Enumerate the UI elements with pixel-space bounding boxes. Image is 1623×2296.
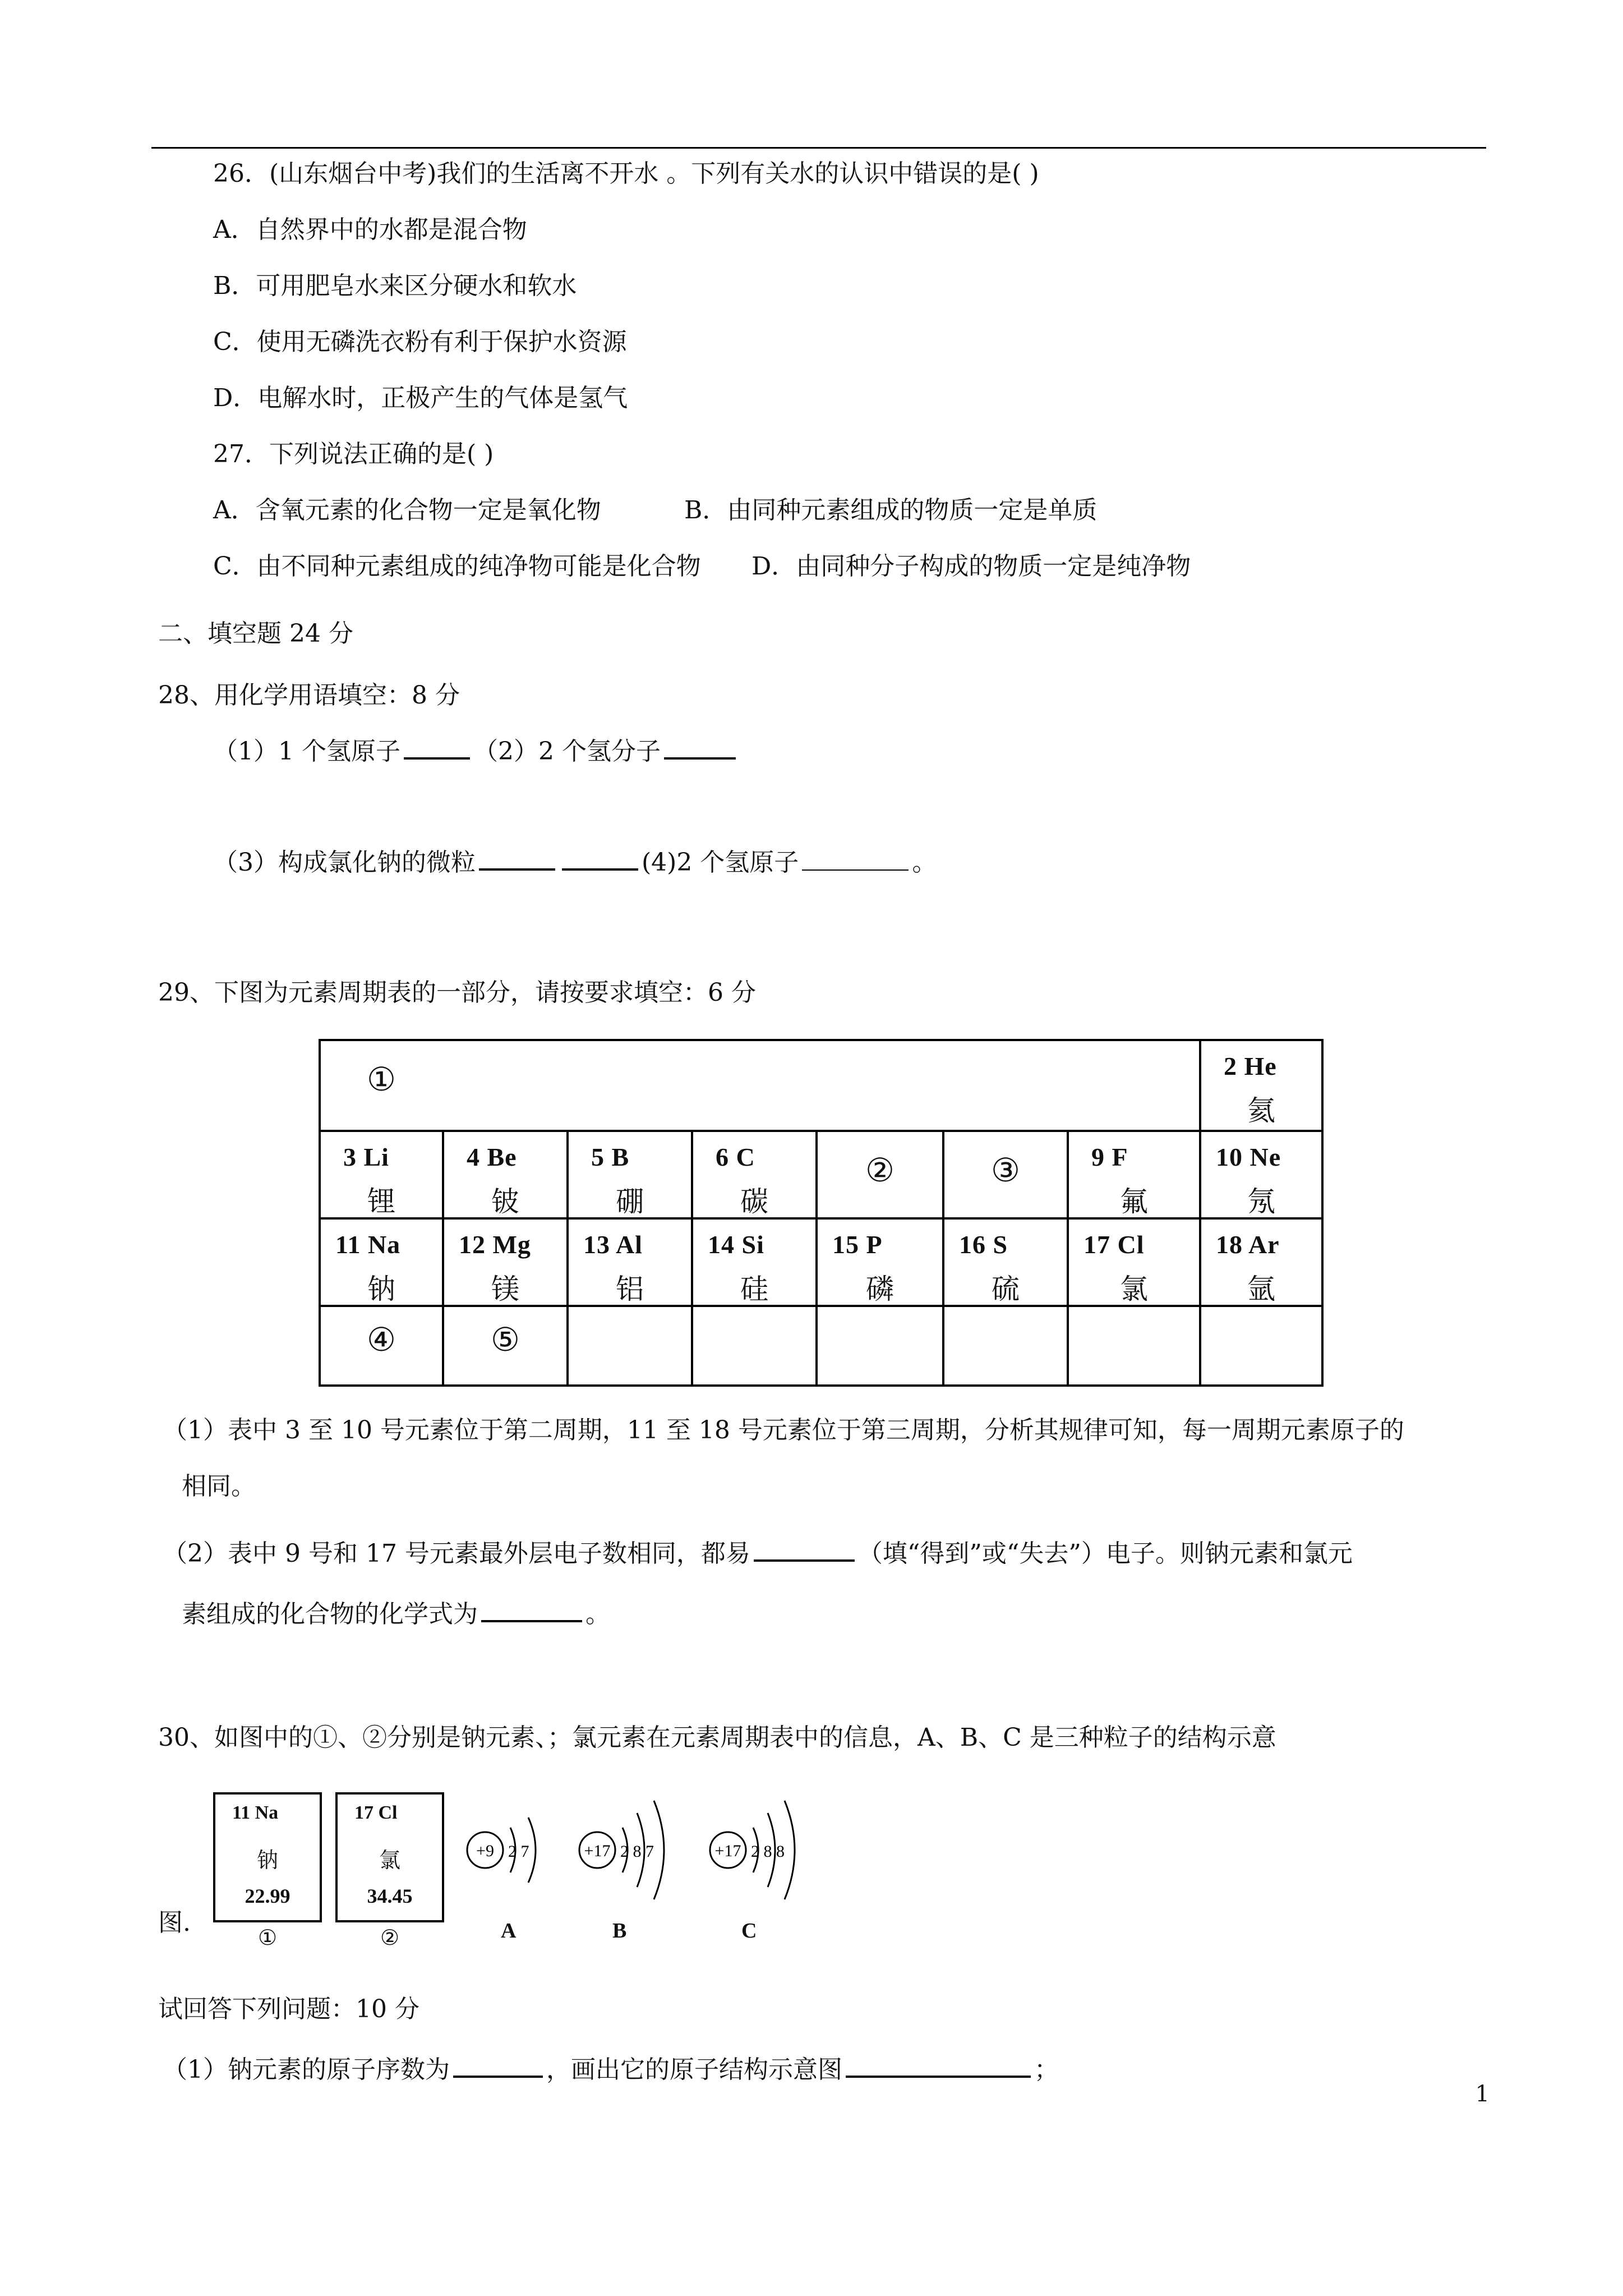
table-cell-be <box>442 1130 569 1220</box>
q30-sub1-text: ，画出它的原子结构示意图 <box>546 2055 842 2084</box>
q29-sub2-line2 <box>182 1598 610 1631</box>
table-top-border <box>442 1039 1201 1132</box>
element-name: 氦 <box>1247 1095 1275 1126</box>
table-cell-al <box>566 1217 693 1307</box>
q26-stem: 26．(山东烟台中考)我们的生活离不开水 。下列有关水的认识中错误的是( ) <box>213 159 1039 188</box>
table-cell-empty <box>942 1305 1069 1387</box>
table-cell-mg <box>442 1217 569 1307</box>
circle-marker: ⑤ <box>491 1322 520 1358</box>
circle-marker: ③ <box>991 1152 1020 1189</box>
q28-part1: （1）1 个氢原子 <box>213 737 400 766</box>
table-cell-he <box>1199 1039 1324 1132</box>
answer-blank[interactable] <box>479 846 555 871</box>
element-name: 氯 <box>1120 1273 1148 1305</box>
chlorine-info-box <box>335 1792 444 1922</box>
shell-arc-b3 <box>654 1801 664 1899</box>
element-name: 硅 <box>740 1273 768 1305</box>
table-cell-empty <box>1067 1305 1201 1387</box>
table-cell-si <box>691 1217 818 1307</box>
q27-option-b: B．由同种元素组成的物质一定是单质 <box>684 496 1098 524</box>
atomic-mass: 22.99 <box>245 1885 291 1907</box>
section-title: 二、填空题 24 分 <box>158 619 353 648</box>
element-name: 镁 <box>491 1273 519 1305</box>
element-name: 钠 <box>256 1849 278 1872</box>
q29-sub2-text: （填“得到”或“失去”）电子。则钠元素和氯元 <box>857 1539 1353 1568</box>
element-name: 锂 <box>367 1186 395 1217</box>
sodium-info-box <box>213 1792 322 1922</box>
q28-part4: (4)2 个氢原子 <box>642 848 799 877</box>
table-cell <box>442 1305 569 1387</box>
element-name: 硫 <box>992 1273 1020 1305</box>
table-cell-li <box>319 1130 444 1220</box>
element-symbol: 12 Mg <box>459 1230 531 1259</box>
q29-sub1-line2: 相同。 <box>182 1472 256 1501</box>
element-symbol: 15 P <box>832 1230 883 1259</box>
table-cell <box>942 1130 1069 1220</box>
q28-line1 <box>213 735 739 769</box>
element-symbol: 11 Na <box>232 1802 279 1823</box>
atom-structure-diagrams <box>454 1778 836 1913</box>
q26-option-c: C．使用无磷洗衣粉有利于保护水资源 <box>213 328 627 356</box>
q29-sub1-line1: （1）表中 3 至 10 号元素位于第二周期，11 至 18 号元素位于第三周期，分析其规律可知，每一周期元素原子的 <box>163 1416 1404 1444</box>
answer-blank[interactable] <box>802 847 909 871</box>
box-label: ② <box>380 1926 400 1950</box>
element-symbol: 17 Cl <box>1083 1230 1145 1259</box>
nucleus-charge-c: +17 <box>714 1842 741 1860</box>
table-cell-f <box>1067 1130 1201 1220</box>
diagram-label-c: C <box>741 1919 757 1943</box>
element-name: 氟 <box>1120 1186 1148 1217</box>
element-name: 氯 <box>379 1849 400 1872</box>
element-name: 铝 <box>616 1273 644 1305</box>
q26-option-b: B．可用肥皂水来区分硬水和软水 <box>213 272 577 300</box>
q29-sub2-text: （2）表中 9 号和 17 号元素最外层电子数相同，都易 <box>163 1539 750 1568</box>
answer-blank[interactable] <box>453 2053 543 2078</box>
circle-marker: ④ <box>367 1322 396 1358</box>
table-cell-ne <box>1199 1130 1324 1220</box>
q26-option-a: A．自然界中的水都是混合物 <box>213 215 527 244</box>
box-label: ① <box>258 1926 278 1950</box>
element-name: 氩 <box>1247 1273 1275 1305</box>
table-cell <box>319 1305 444 1387</box>
answer-blank[interactable] <box>754 1537 855 1562</box>
q30-ask: 试回答下列问题：10 分 <box>158 1995 419 2023</box>
q28-line2 <box>213 846 937 880</box>
table-cell-s <box>942 1217 1069 1307</box>
element-symbol: 3 Li <box>343 1143 389 1171</box>
table-cell-cl <box>1067 1217 1201 1307</box>
q28-part3: （3）构成氯化钠的微粒 <box>213 848 476 877</box>
shell-arc-a2 <box>528 1818 536 1883</box>
element-symbol: 6 C <box>716 1143 755 1171</box>
shell-electrons-b: 2 8 7 <box>620 1842 654 1861</box>
q29-sub2-text: 素组成的化合物的化学式为 <box>182 1600 478 1628</box>
q27-option-c: C．由不同种元素组成的纯净物可能是化合物 <box>213 552 701 581</box>
q29-stem: 29、下图为元素周期表的一部分，请按要求填空：6 分 <box>158 978 756 1007</box>
q30-sub1 <box>163 2053 1059 2087</box>
q27-option-d: D．由同种分子构成的物质一定是纯净物 <box>751 552 1191 581</box>
table-cell-empty <box>691 1305 818 1387</box>
table-cell <box>815 1130 944 1220</box>
shell-electrons-a: 2 7 <box>508 1842 529 1861</box>
element-symbol: 5 B <box>591 1143 630 1171</box>
q28-stem: 28、用化学用语填空：8 分 <box>158 681 460 710</box>
q30-sub1-text: （1）钠元素的原子序数为 <box>163 2055 450 2084</box>
circle-marker: ① <box>367 1061 396 1098</box>
atomic-mass: 34.45 <box>367 1885 413 1907</box>
q30-sub1-text: ； <box>1034 2055 1059 2084</box>
element-name: 氖 <box>1247 1186 1275 1217</box>
q26-option-d: D．电解水时，正极产生的气体是氢气 <box>213 384 628 412</box>
q29-sub2-text: 。 <box>585 1600 610 1628</box>
element-symbol: 10 Ne <box>1216 1143 1281 1171</box>
element-symbol: 11 Na <box>335 1230 401 1259</box>
element-symbol: 16 S <box>959 1230 1008 1259</box>
element-name: 碳 <box>740 1186 768 1217</box>
nucleus-charge-b: +17 <box>584 1842 611 1860</box>
header-rule <box>151 147 1486 149</box>
element-name: 磷 <box>866 1273 894 1305</box>
element-symbol: 4 Be <box>467 1143 517 1171</box>
element-symbol: 9 F <box>1091 1143 1128 1171</box>
answer-blank[interactable] <box>404 735 470 760</box>
table-cell-na <box>319 1217 444 1307</box>
q30-stem: 30、如图中的①、②分别是钠元素、；氯元素在元素周期表中的信息，A、B、C 是三种粒子的结构示意 <box>158 1723 1276 1752</box>
answer-blank[interactable] <box>481 1598 582 1622</box>
nucleus-charge-a: +9 <box>476 1842 494 1860</box>
element-symbol: 14 Si <box>708 1230 764 1259</box>
table-cell-ar <box>1199 1217 1324 1307</box>
q30-stem-end: 图. <box>158 1908 191 1937</box>
diagram-label-a: A <box>501 1919 517 1943</box>
shell-arc-c3 <box>785 1801 795 1899</box>
element-symbol: 2 He <box>1224 1052 1277 1080</box>
table-cell-empty <box>1199 1305 1324 1387</box>
element-symbol: 18 Ar <box>1216 1230 1280 1259</box>
diagram-label-b: B <box>612 1919 627 1943</box>
table-cell-empty <box>815 1305 944 1387</box>
answer-blank[interactable] <box>664 735 736 760</box>
periodic-table <box>319 1039 1322 1387</box>
shell-electrons-c: 2 8 8 <box>751 1842 785 1861</box>
element-name: 铍 <box>491 1186 519 1217</box>
element-name: 硼 <box>616 1186 644 1217</box>
q27-stem: 27．下列说法正确的是( ) <box>213 440 494 468</box>
q27-option-a: A．含氧元素的化合物一定是氧化物 <box>213 496 601 524</box>
element-name: 钠 <box>367 1273 395 1305</box>
answer-blank[interactable] <box>562 846 638 871</box>
page-number: 1 <box>1475 2081 1490 2107</box>
table-cell <box>319 1039 444 1132</box>
circle-marker: ② <box>865 1152 895 1189</box>
answer-blank[interactable] <box>846 2053 1031 2078</box>
table-cell-b <box>566 1130 693 1220</box>
table-cell-c <box>691 1130 818 1220</box>
table-cell-empty <box>566 1305 693 1387</box>
element-symbol: 13 Al <box>583 1230 643 1259</box>
table-cell-p <box>815 1217 944 1307</box>
q28-part2: （2）2 个氢分子 <box>473 737 661 766</box>
q28-end: 。 <box>912 848 937 877</box>
element-symbol: 17 Cl <box>354 1802 398 1823</box>
q29-sub2-line1 <box>163 1537 1353 1571</box>
